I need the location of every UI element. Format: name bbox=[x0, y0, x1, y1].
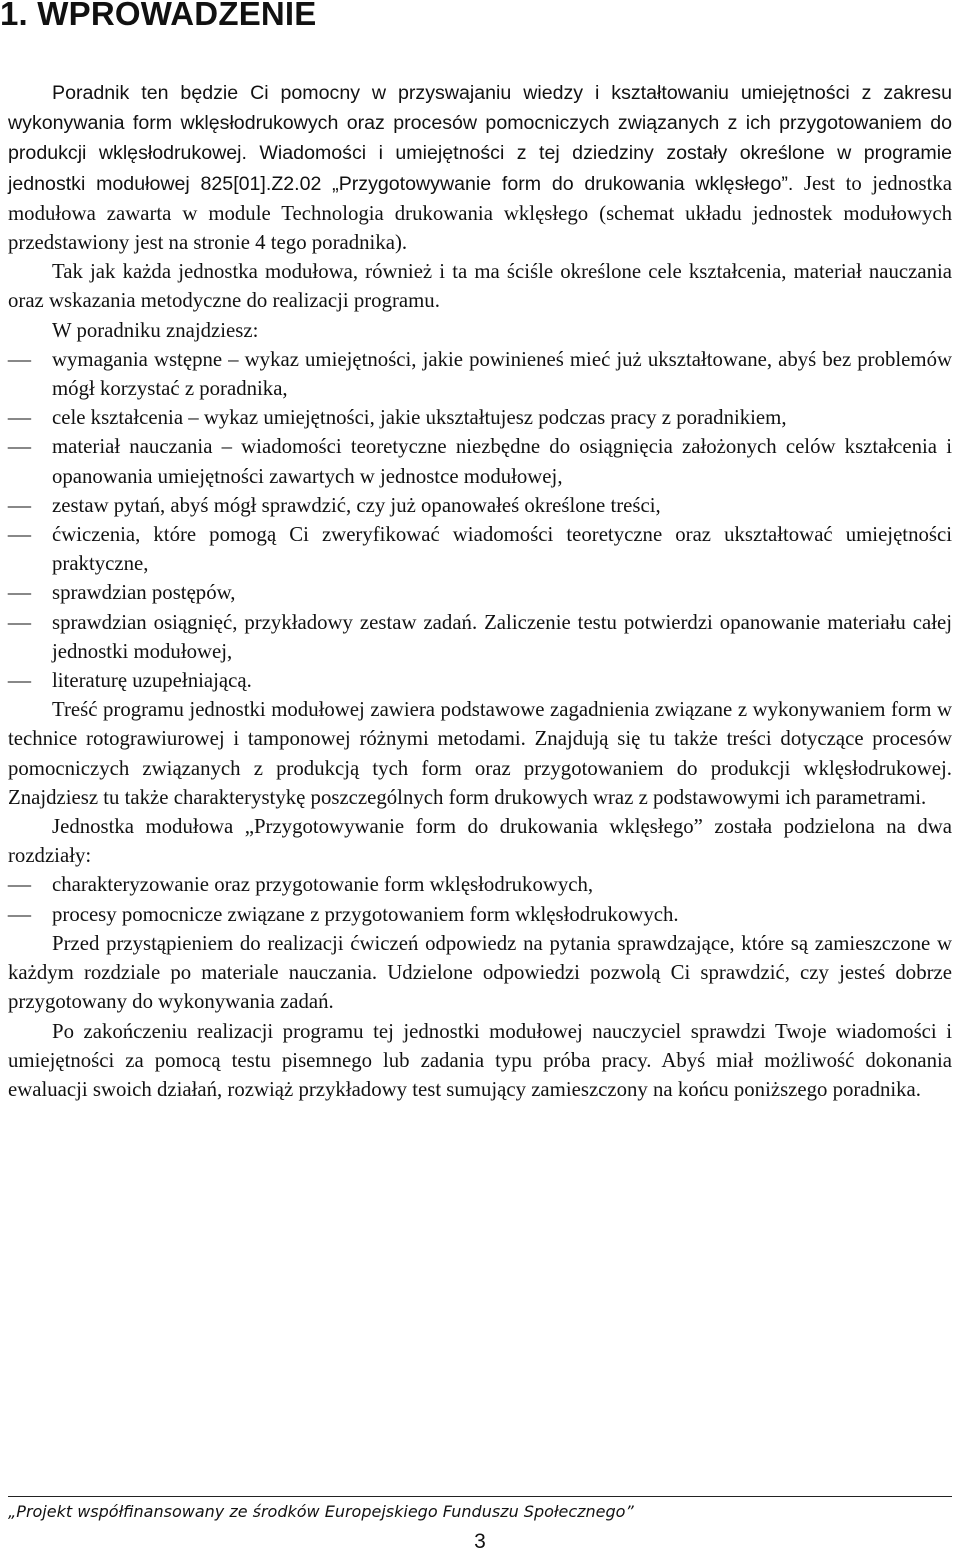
list-item: – charakteryzowanie oraz przygotowanie form wklęsłodrukowych, bbox=[8, 870, 952, 899]
footer-funding-note: „Projekt współfinansowany ze środków Europejskiego Funduszu Społecznego” bbox=[8, 1502, 634, 1521]
list-item: – ćwiczenia, które pomogą Ci zweryfikować wiadomości teoretyczne oraz ukształtować umiejętności praktyczne, bbox=[8, 520, 952, 578]
chapters-intro-paragraph: Jednostka modułowa „Przygotowywanie form do drukowania wklęsłego” została podzielona na dwa rozdziały: bbox=[8, 815, 952, 868]
list-item: – cele kształcenia – wykaz umiejętności, jakie ukształtujesz podczas pracy z poradnikiem, bbox=[8, 403, 952, 432]
intro-paragraph bbox=[8, 78, 952, 257]
program-paragraph: Treść programu jednostki modułowej zawiera podstawowe zagadnienia związane z wykonywaniem form w technice rotograwiurowej i tamponowej różnymi metodami. Znajdują się tu także treści dotyczące procesów pomocniczych związanych z produkcją tych form oraz przygotowaniem do produkcji wklęsłodrukowej. Znajdziesz tu także charakterystykę poszczególnych form drukowych wraz z podstawowymi ich parametrami. bbox=[8, 698, 952, 809]
list-item: – wymagania wstępne – wykaz umiejętności, jakie powinieneś mieć już ukształtowane, abyś bez problemów mógł korzystać z poradnika, bbox=[8, 345, 952, 403]
contents-intro-paragraph: W poradniku znajdziesz: bbox=[52, 318, 259, 342]
chapters-list bbox=[8, 870, 952, 928]
objectives-paragraph: Tak jak każda jednostka modułowa, również i ta ma ściśle określone cele kształcenia, materiał nauczania oraz wskazania metodyczne do realizacji programu. bbox=[8, 260, 952, 313]
list-item: – procesy pomocnicze związane z przygotowaniem form wklęsłodrukowych. bbox=[8, 900, 952, 929]
intro-sans-text: Poradnik ten będzie Ci pomocny w przyswajaniu wiedzy i kształtowaniu umiejętności z zakresu wykonywania form wklęsłodrukowych oraz procesów pomocniczych związanych z ich przygotowaniem do produkcji wklęsłodrukowej. Wiadomości i umiejętności z tej dziedziny zostały określone w programie jednostki modułowej 825[01].Z2.02 „Przygotowywanie form do drukowania wklęsłego”. bbox=[8, 82, 952, 195]
list-item: – literaturę uzupełniającą. bbox=[8, 666, 952, 695]
page-number: 3 bbox=[474, 1530, 486, 1553]
chapter-heading: 1. WPROWADZENIE bbox=[0, 0, 317, 32]
contents-list bbox=[8, 345, 952, 695]
list-item: – materiał nauczania – wiadomości teoretyczne niezbędne do osiągnięcia założonych celów kształcenia i opanowania umiejętności zawartych w jednostce modułowej, bbox=[8, 432, 952, 490]
list-item: – zestaw pytań, abyś mógł sprawdzić, czy już opanowałeś określone treści, bbox=[8, 491, 952, 520]
list-item: – sprawdzian postępów, bbox=[8, 578, 952, 607]
body-text bbox=[8, 78, 952, 1104]
footer-divider bbox=[8, 1496, 952, 1497]
list-item: – sprawdzian osiągnięć, przykładowy zestaw zadań. Zaliczenie testu potwierdzi opanowanie materiału całej jednostki modułowej, bbox=[8, 608, 952, 666]
assessment-paragraph: Po zakończeniu realizacji programu tej jednostki modułowej nauczyciel sprawdzi Twoje wiadomości i umiejętności za pomocą testu pisemnego lub zadania typu próba pracy. Abyś miał możliwość dokonania ewaluacji swoich działań, rozwiąż przykładowy test sumujący zamieszczony na końcu poniższego poradnika. bbox=[8, 1019, 952, 1101]
intro-serif-text: Jest to jednostka modułowa zawarta w module Technologia drukowania wklęsłego (schemat układu jednostek modułowych przedstawiony jest na stronie 4 tego poradnika). bbox=[8, 171, 952, 255]
exercises-paragraph: Przed przystąpieniem do realizacji ćwiczeń odpowiedz na pytania sprawdzające, które są zamieszczone w każdym rozdziale po materiale nauczania. Udzielone odpowiedzi pozwolą Ci sprawdzić, czy jesteś dobrze przygotowany do wykonywania zadań. bbox=[8, 931, 952, 1014]
